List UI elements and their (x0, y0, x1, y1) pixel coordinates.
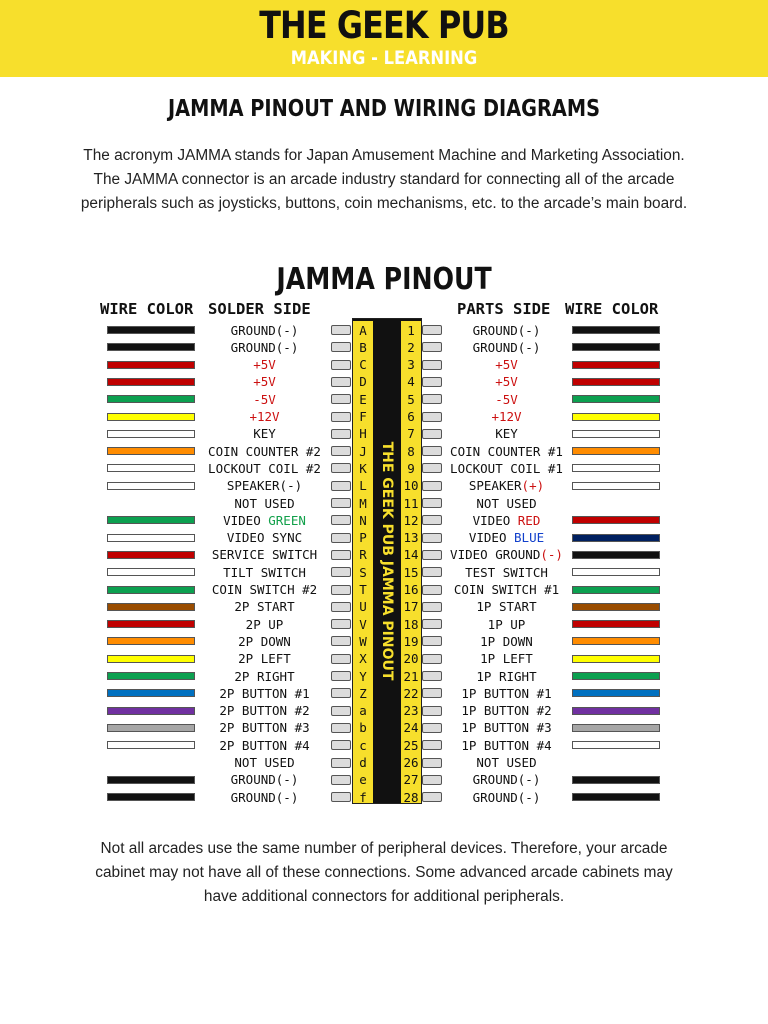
solder-pin-letter: F (359, 409, 367, 424)
parts-side-label (434, 598, 579, 615)
parts-side-label (434, 546, 579, 563)
parts-side-label-text: +12V (491, 409, 522, 424)
parts-side-label-text: 1P START (476, 599, 537, 615)
solder-side-label (192, 356, 337, 373)
parts-side-label (434, 771, 579, 788)
solder-side-header: SOLDER SIDE (208, 300, 311, 318)
solder-side-label-text: 2P BUTTON #2 (219, 703, 310, 719)
solder-side-label-text: 2P BUTTON #4 (219, 737, 310, 753)
parts-side-label-text: 1P DOWN (480, 633, 533, 649)
right-wire-swatch (572, 672, 660, 680)
right-wire-swatch (572, 343, 660, 351)
solder-contact (331, 602, 351, 612)
solder-pin-letter: b (359, 720, 367, 736)
parts-side-label (434, 685, 579, 702)
parts-pin-number: 8 (407, 443, 415, 459)
solder-pin-letter: B (359, 339, 367, 355)
solder-contact (331, 325, 351, 335)
solder-contact (331, 550, 351, 560)
solder-contact (331, 585, 351, 595)
intro-paragraph: The acronym JAMMA stands for Japan Amusement Machine and Marketing Association. The JAMMA connector is an arcade industry standard for connecting all of the arcade peripherals such as joysticks, buttons, coin mechanisms, etc. to the arcade’s main board. (80, 147, 688, 212)
solder-side-label (192, 771, 337, 788)
solder-side-label-text: +12V (249, 409, 280, 424)
parts-side-label-text: NOT USED (476, 755, 537, 770)
parts-pin-number: 16 (403, 582, 419, 597)
solder-side-label (192, 668, 337, 685)
left-wire-swatch (107, 741, 195, 749)
solder-pin-letter: D (359, 374, 367, 390)
solder-side-label (192, 529, 337, 546)
solder-pin-letter: L (359, 478, 367, 494)
parts-pin-number: 26 (403, 755, 419, 770)
solder-pin-letter: E (359, 391, 367, 407)
left-wire-swatch (107, 724, 195, 732)
parts-side-label (434, 391, 579, 408)
parts-side-label (434, 564, 579, 581)
left-wire-swatch (107, 586, 195, 594)
solder-side-label (192, 495, 337, 512)
solder-pin-letter: C (359, 357, 367, 373)
right-wire-swatch (572, 793, 660, 801)
parts-side-label (434, 512, 579, 529)
parts-pin-number: 12 (403, 512, 419, 528)
solder-side-label (192, 477, 337, 494)
solder-pin-letter: W (359, 633, 367, 649)
parts-side-label (434, 616, 579, 633)
right-wire-swatch (572, 603, 660, 611)
parts-side-label (434, 633, 579, 650)
solder-side-label (192, 616, 337, 633)
parts-side-label (434, 668, 579, 685)
solder-contact (331, 481, 351, 491)
left-wire-swatch (107, 689, 195, 697)
parts-side-label (434, 373, 579, 390)
solder-contact (331, 740, 351, 750)
solder-side-label (192, 789, 337, 806)
solder-contact (331, 463, 351, 473)
parts-side-label (434, 460, 579, 477)
solder-side-label (192, 443, 337, 460)
parts-side-label-suffix: (-) (540, 547, 563, 563)
solder-side-label (192, 546, 337, 563)
parts-side-label-text: VIDEO (472, 512, 518, 528)
parts-pin-number: 11 (403, 495, 419, 511)
solder-side-label (192, 425, 337, 442)
left-wire-swatch (107, 551, 195, 559)
solder-side-label-text: GROUND(-) (230, 322, 299, 338)
right-wire-swatch (572, 430, 660, 438)
solder-pin-letter: Y (359, 668, 367, 684)
solder-side-label (192, 719, 337, 736)
left-wire-swatch (107, 326, 195, 334)
solder-contact (331, 792, 351, 802)
parts-side-label (434, 789, 579, 806)
solder-pin-letter: N (359, 512, 367, 528)
right-wire-swatch (572, 464, 660, 472)
solder-side-label (192, 339, 337, 356)
solder-side-label-text: 2P RIGHT (234, 668, 295, 684)
solder-side-label-text: LOCKOUT COIL #2 (208, 460, 321, 476)
parts-side-label (434, 356, 579, 373)
solder-side-label-text: GROUND(-) (230, 339, 299, 355)
solder-side-label-text: COIN SWITCH #2 (211, 582, 318, 597)
solder-side-label-text: NOT USED (234, 495, 295, 511)
solder-pin-letter: P (359, 530, 367, 546)
solder-contact (331, 671, 351, 681)
right-wire-swatch (572, 551, 660, 559)
parts-side-label (434, 339, 579, 356)
solder-side-label-text: COIN COUNTER #2 (208, 443, 321, 459)
parts-pin-number: 25 (403, 737, 419, 753)
solder-contact (331, 515, 351, 525)
solder-side-label-text: GROUND(-) (230, 789, 299, 805)
left-wire-swatch (107, 413, 195, 421)
outro-paragraph: Not all arcades use the same number of peripheral devices. Therefore, your arcade cabinet may not have all of these connections. Some advanced arcade cabinets may have additional connectors for additional peripherals. (95, 840, 673, 905)
parts-side-label-text: 1P BUTTON #4 (461, 737, 552, 753)
solder-pin-letter: c (359, 737, 367, 753)
parts-side-label (434, 581, 579, 598)
solder-pin-letter: a (359, 703, 367, 719)
left-wire-swatch (107, 637, 195, 645)
right-wire-swatch (572, 378, 660, 386)
solder-contact (331, 758, 351, 768)
solder-side-label-text: SPEAKER(-) (226, 478, 303, 494)
parts-side-label-suffix: RED (517, 512, 541, 528)
solder-contact (331, 342, 351, 352)
parts-pin-number: 6 (407, 409, 415, 424)
parts-side-label-text: VIDEO GROUND (450, 547, 541, 563)
parts-side-label-text: KEY (495, 426, 518, 442)
right-wire-swatch (572, 689, 660, 697)
parts-side-label-text: VIDEO (468, 530, 515, 546)
solder-side-label (192, 685, 337, 702)
right-wire-swatch (572, 568, 660, 576)
parts-pin-number: 17 (403, 599, 419, 615)
solder-side-label-text: GROUND(-) (230, 772, 299, 788)
parts-side-label (434, 702, 579, 719)
solder-pin-letter: S (359, 564, 367, 580)
parts-side-label (434, 425, 579, 442)
solder-side-label (192, 512, 337, 529)
left-wire-color-header: WIRE COLOR (100, 300, 194, 318)
solder-contact (331, 377, 351, 387)
parts-side-label-text: 1P BUTTON #3 (461, 720, 552, 736)
right-wire-color-header: WIRE COLOR (565, 300, 659, 318)
document-title: JAMMA PINOUT AND WIRING DIAGRAMS (167, 96, 601, 122)
parts-side-label (434, 408, 579, 425)
parts-side-label (434, 650, 579, 667)
right-wire-swatch (572, 724, 660, 732)
parts-side-label (434, 754, 579, 771)
left-wire-swatch (107, 655, 195, 663)
parts-side-label-text: 1P BUTTON #2 (461, 703, 552, 719)
parts-side-label (434, 477, 579, 494)
left-wire-swatch (107, 672, 195, 680)
right-wire-swatch (572, 447, 660, 455)
solder-pin-letter: H (359, 426, 367, 442)
parts-side-label-suffix: BLUE (514, 530, 545, 546)
parts-side-label-text: GROUND(-) (472, 789, 541, 805)
parts-side-label (434, 719, 579, 736)
solder-side-label-text: VIDEO (223, 512, 269, 528)
solder-pin-letter: T (359, 582, 367, 597)
parts-pin-number: 1 (407, 322, 415, 338)
solder-side-label-text: SERVICE SWITCH (211, 547, 318, 563)
solder-side-label-text: -5V (253, 391, 276, 407)
parts-side-label-text: LOCKOUT COIL #1 (450, 460, 563, 476)
parts-side-label (434, 322, 579, 339)
parts-side-label-text: GROUND(-) (472, 772, 541, 788)
parts-pin-number: 2 (407, 339, 415, 355)
solder-side-label (192, 737, 337, 754)
right-wire-swatch (572, 326, 660, 334)
parts-pin-number: 27 (403, 772, 419, 788)
solder-side-label-text: 2P UP (245, 616, 284, 632)
solder-contact (331, 706, 351, 716)
solder-contact (331, 533, 351, 543)
parts-pin-number: 22 (403, 685, 419, 701)
solder-side-label-text: +5V (253, 357, 276, 373)
right-wire-swatch (572, 395, 660, 403)
solder-side-label (192, 564, 337, 581)
parts-side-label-text: 1P LEFT (480, 651, 533, 667)
left-wire-swatch (107, 707, 195, 715)
left-wire-swatch (107, 776, 195, 784)
solder-side-label-text: TILT SWITCH (223, 564, 306, 580)
left-wire-swatch (107, 534, 195, 542)
parts-side-label (434, 529, 579, 546)
solder-side-label-text: 2P START (234, 599, 295, 615)
parts-side-label-text: +5V (495, 374, 518, 390)
left-wire-swatch (107, 620, 195, 628)
solder-contact (331, 567, 351, 577)
parts-pin-number: 21 (403, 668, 419, 684)
parts-side-label-text: COIN SWITCH #1 (453, 582, 560, 597)
right-wire-swatch (572, 741, 660, 749)
parts-pin-number: 5 (407, 391, 415, 407)
solder-contact (331, 412, 351, 422)
parts-pin-number: 19 (403, 633, 419, 649)
solder-pin-letter: K (359, 460, 367, 476)
right-wire-swatch (572, 655, 660, 663)
solder-contact (331, 446, 351, 456)
left-wire-swatch (107, 793, 195, 801)
solder-side-label (192, 702, 337, 719)
parts-side-label-text: NOT USED (476, 495, 537, 511)
solder-side-label-text: KEY (253, 426, 276, 442)
solder-side-label-text: 2P DOWN (238, 633, 291, 649)
parts-side-label-text: GROUND(-) (472, 339, 541, 355)
solder-contact (331, 619, 351, 629)
brand-title: THE GEEK PUB (259, 4, 509, 47)
solder-side-label (192, 598, 337, 615)
solder-side-label (192, 391, 337, 408)
parts-side-label-text: SPEAKER (468, 478, 522, 494)
left-wire-swatch (107, 430, 195, 438)
solder-contact (331, 360, 351, 370)
parts-side-label (434, 495, 579, 512)
solder-pin-letter: e (359, 772, 367, 788)
right-wire-swatch (572, 482, 660, 490)
left-wire-swatch (107, 343, 195, 351)
parts-pin-number: 14 (403, 547, 419, 563)
solder-contact (331, 688, 351, 698)
parts-side-label-text: TEST SWITCH (465, 564, 548, 580)
solder-side-label (192, 754, 337, 771)
solder-contact (331, 775, 351, 785)
right-wire-swatch (572, 361, 660, 369)
solder-contact (331, 636, 351, 646)
left-wire-swatch (107, 516, 195, 524)
solder-side-label (192, 460, 337, 477)
solder-pin-letter: X (359, 651, 367, 667)
solder-contact (331, 429, 351, 439)
parts-side-label-text: GROUND(-) (472, 322, 541, 338)
diagram-title: JAMMA PINOUT (276, 262, 492, 297)
left-wire-swatch (107, 395, 195, 403)
parts-pin-number: 4 (407, 374, 415, 390)
left-wire-swatch (107, 568, 195, 576)
left-wire-swatch (107, 482, 195, 490)
right-wire-swatch (572, 637, 660, 645)
parts-pin-number: 23 (403, 703, 419, 719)
solder-side-label (192, 322, 337, 339)
parts-side-label-text: -5V (495, 391, 518, 407)
solder-side-label (192, 650, 337, 667)
solder-side-label-text: +5V (253, 374, 276, 390)
solder-pin-letter: V (359, 616, 367, 632)
solder-pin-letter: d (359, 755, 367, 770)
solder-pin-letter: J (359, 443, 367, 459)
left-wire-swatch (107, 378, 195, 386)
right-wire-swatch (572, 534, 660, 542)
parts-pin-number: 20 (403, 651, 419, 667)
parts-side-label (434, 737, 579, 754)
parts-pin-number: 10 (403, 478, 419, 494)
left-wire-swatch (107, 603, 195, 611)
right-wire-swatch (572, 620, 660, 628)
solder-side-label (192, 373, 337, 390)
solder-contact (331, 723, 351, 733)
parts-pin-number: 9 (407, 460, 415, 476)
right-wire-swatch (572, 413, 660, 421)
parts-side-label-text: COIN COUNTER #1 (450, 443, 563, 459)
parts-pin-number: 28 (403, 789, 419, 805)
right-wire-swatch (572, 586, 660, 594)
solder-contact (331, 394, 351, 404)
parts-pin-number: 3 (407, 357, 415, 373)
solder-side-label-text: VIDEO SYNC (226, 530, 303, 546)
parts-side-label (434, 443, 579, 460)
solder-pin-letter: U (359, 599, 367, 615)
solder-side-label-text: NOT USED (234, 755, 295, 770)
right-wire-swatch (572, 516, 660, 524)
solder-pin-letter: Z (359, 685, 367, 701)
solder-pin-letter: R (359, 547, 367, 563)
solder-side-label-text: 2P BUTTON #1 (219, 685, 310, 701)
parts-pin-number: 15 (403, 564, 419, 580)
left-wire-swatch (107, 464, 195, 472)
solder-contact (331, 654, 351, 664)
left-wire-swatch (107, 361, 195, 369)
solder-side-label (192, 581, 337, 598)
solder-side-label (192, 408, 337, 425)
solder-pin-letter: A (359, 322, 367, 338)
parts-side-label-text: +5V (495, 357, 518, 373)
parts-pin-number: 13 (403, 530, 419, 546)
parts-side-header: PARTS SIDE (457, 300, 551, 318)
solder-side-label-text: 2P LEFT (238, 651, 291, 667)
jamma-pinout-diagram: THE GEEK PUB JAMMA PINOUT GROUND(-) A 1 GROUND(-) GROUND(-) B 2 GROUND(-) +5V C 3 +5V +5V D 4 +5V -5V E 5 -5V +12V F 6 +12V KEY H 7 KEY COIN COUNTER #2 J 8 COIN COUNTER #1 LOCKOUT COIL #2 K 9 LOCKOUT COIL #1 SPEAKER(-) L 10 SPEAKER(+) NOT USED M 11 NOT USED VIDEO GREEN N 12 VIDEO RED VIDEO SYNC P 13 VIDEO BLUE SERVICE SWITCH R 14 VIDEO GROUND(-) TILT SWITCH S 15 TEST SWITCH COIN SWITCH #2 T 16 COIN SWITCH #1 2P START U 17 1P START 2P UP V 18 1P UP 2P DOWN W 19 1P DOWN 2P LEFT X 20 1P LEFT 2P RIGHT Y 21 1P RIGHT 2P BUTTON #1 Z 22 1P BUTTON #1 2P BUTTON #2 a 23 1P BUTTON #2 2P BUTTON #3 b 24 1P BUTTON #3 2P BUTTON #4 c 25 1P BUTTON #4 NOT USED d 26 NOT USED GROUND(-) e 27 GROUND(-) GROUND(-) f 28 GROUND(-) (0, 0, 768, 1024)
right-wire-swatch (572, 707, 660, 715)
right-wire-swatch (572, 776, 660, 784)
solder-pin-letter: f (359, 789, 367, 805)
parts-side-label-text: 1P BUTTON #1 (461, 685, 552, 701)
solder-side-label (192, 633, 337, 650)
parts-pin-number: 7 (407, 426, 415, 442)
parts-pin-number: 18 (403, 616, 419, 632)
parts-side-label-text: 1P RIGHT (476, 668, 537, 684)
parts-side-label-suffix: (+) (521, 478, 545, 494)
parts-pin-number: 24 (403, 720, 419, 736)
brand-tagline: MAKING - LEARNING (290, 47, 478, 69)
solder-side-label-text: 2P BUTTON #3 (219, 720, 310, 736)
solder-pin-letter: M (359, 495, 367, 511)
parts-side-label-text: 1P UP (487, 616, 526, 632)
solder-contact (331, 498, 351, 508)
left-wire-swatch (107, 447, 195, 455)
solder-side-label-suffix: GREEN (268, 512, 306, 528)
